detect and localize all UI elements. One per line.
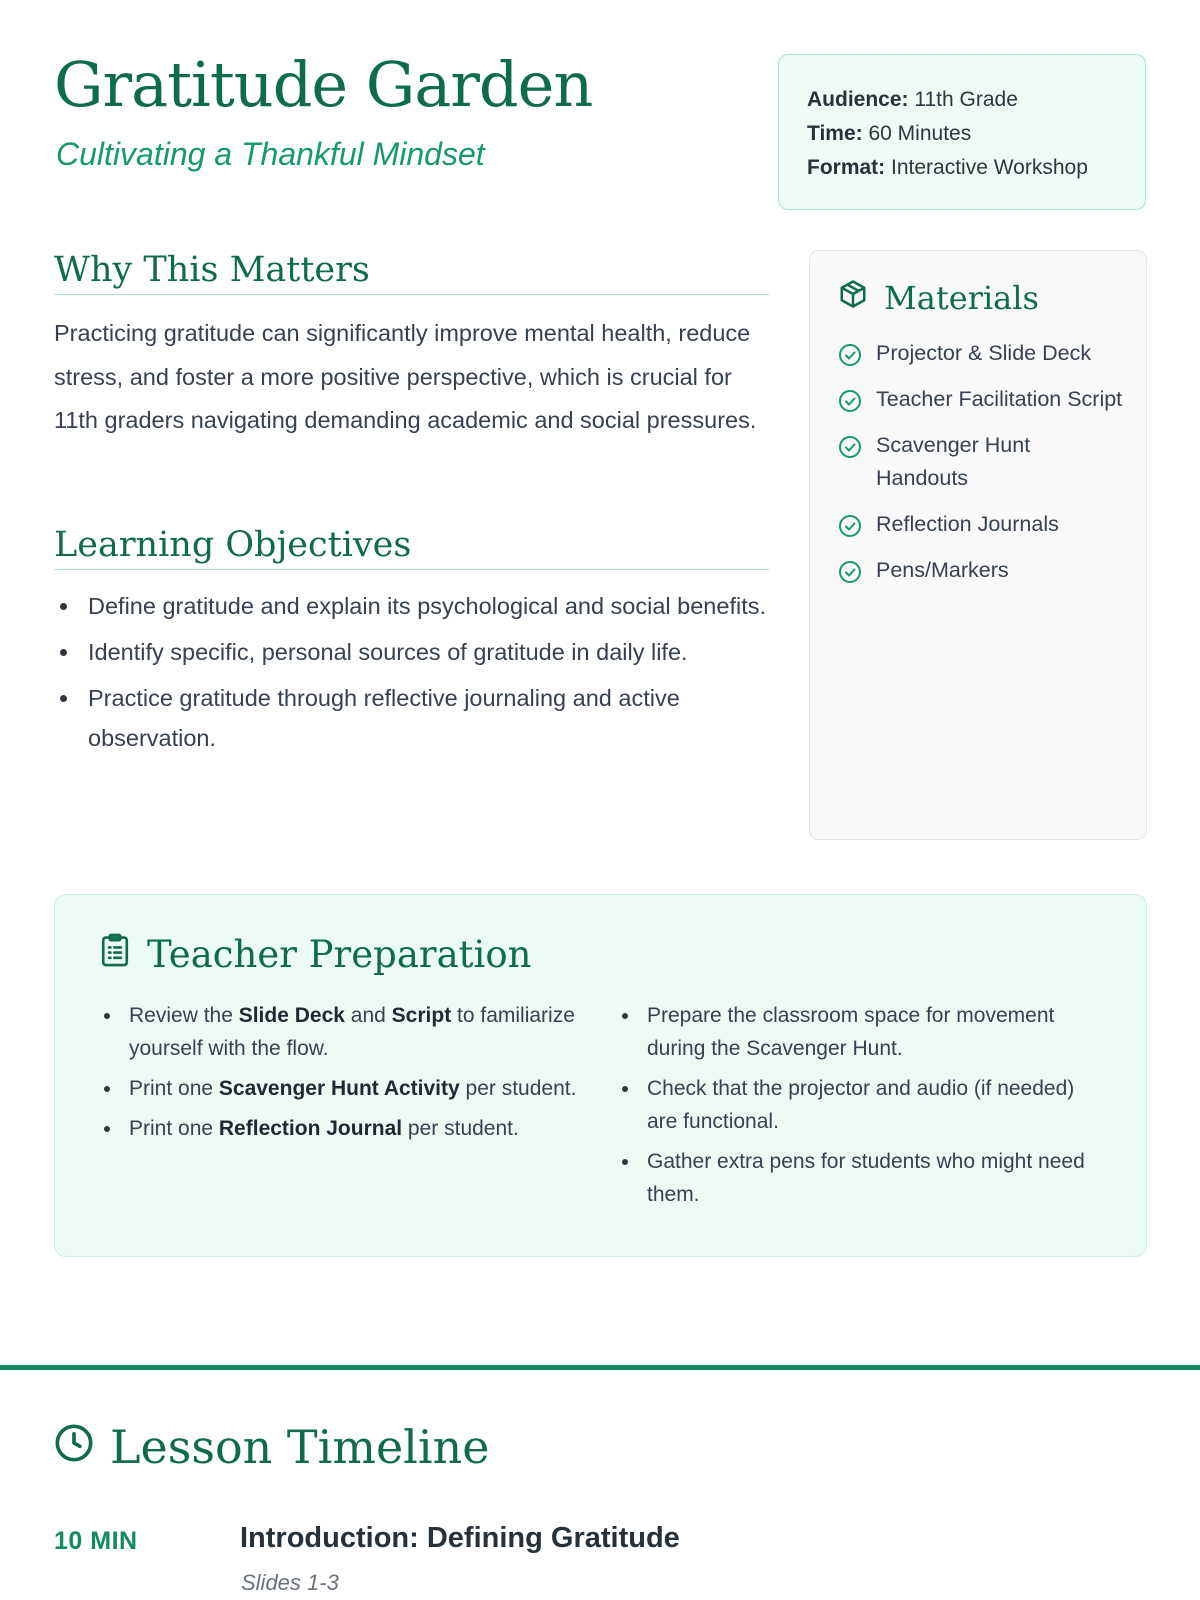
prep-item: Prepare the classroom space for movement during the Scavenger Hunt.	[617, 999, 1105, 1065]
objectives-heading: Learning Objectives	[54, 525, 769, 570]
material-item	[838, 337, 1128, 370]
clock-icon	[54, 1420, 110, 1474]
why-body: Practicing gratitude can significantly improve mental health, reduce stress, and foster a more positive perspective, which is crucial for 11th graders navigating demanding academic and social pressures.	[54, 320, 757, 433]
timeline-entry-slides: Slides 1-3	[241, 1570, 339, 1595]
timeline-entry-title: Introduction: Defining Gratitude	[240, 1522, 680, 1554]
material-item	[838, 429, 1128, 495]
prep-item: Review the Slide Deck and Script to familiarize yourself with the flow.	[99, 999, 577, 1065]
meta-audience	[807, 83, 1145, 117]
meta-value: 11th Grade	[914, 88, 1018, 111]
timeline-heading	[54, 1420, 489, 1474]
material-item	[838, 554, 1128, 587]
prep-item: Gather extra pens for students who might need them.	[617, 1145, 1105, 1211]
prep-list-left	[99, 999, 577, 1152]
objective-item: Define gratitude and explain its psychological and social benefits.	[54, 586, 774, 626]
meta-value: Interactive Workshop	[891, 156, 1088, 179]
materials-card	[809, 250, 1147, 840]
clipboard-icon	[99, 933, 147, 976]
check-circle-icon	[838, 389, 862, 413]
check-circle-icon	[838, 560, 862, 584]
objectives-list	[54, 586, 774, 764]
check-circle-icon	[838, 343, 862, 367]
material-label: Scavenger Hunt Handouts	[876, 433, 1031, 490]
prep-heading	[99, 933, 531, 976]
package-icon	[838, 279, 884, 317]
objective-item: Practice gratitude through reflective journaling and active observation.	[54, 678, 774, 758]
meta-format	[807, 151, 1145, 185]
meta-time	[807, 117, 1145, 151]
teacher-prep-card	[54, 894, 1147, 1257]
page-title: Gratitude Garden	[54, 48, 593, 121]
materials-heading	[838, 279, 1039, 317]
materials-heading-label: Materials	[884, 279, 1039, 317]
check-circle-icon	[838, 514, 862, 538]
meta-label: Format:	[807, 156, 886, 179]
prep-item: Print one Scavenger Hunt Activity per student.	[99, 1072, 577, 1105]
meta-label: Time:	[807, 122, 863, 145]
why-heading: Why This Matters	[54, 250, 769, 295]
meta-label: Audience:	[807, 88, 909, 111]
material-label: Pens/Markers	[876, 558, 1009, 582]
timeline-duration: 10 MIN	[54, 1527, 138, 1555]
section-divider	[0, 1365, 1200, 1370]
material-label: Projector & Slide Deck	[876, 341, 1092, 365]
meta-value: 60 Minutes	[868, 122, 972, 145]
lesson-meta-card	[778, 54, 1146, 210]
prep-list-right	[617, 999, 1105, 1218]
objective-item: Identify specific, personal sources of gratitude in daily life.	[54, 632, 774, 672]
prep-item: Print one Reflection Journal per student.	[99, 1112, 577, 1145]
material-label: Reflection Journals	[876, 512, 1059, 536]
timeline-heading-label: Lesson Timeline	[110, 1420, 490, 1474]
check-circle-icon	[838, 435, 862, 459]
page-subtitle: Cultivating a Thankful Mindset	[56, 136, 485, 172]
materials-list	[838, 337, 1128, 600]
prep-heading-label: Teacher Preparation	[147, 933, 532, 976]
material-item	[838, 508, 1128, 541]
material-label: Teacher Facilitation Script	[876, 387, 1123, 411]
prep-item: Check that the projector and audio (if needed) are functional.	[617, 1072, 1105, 1138]
material-item	[838, 383, 1128, 416]
